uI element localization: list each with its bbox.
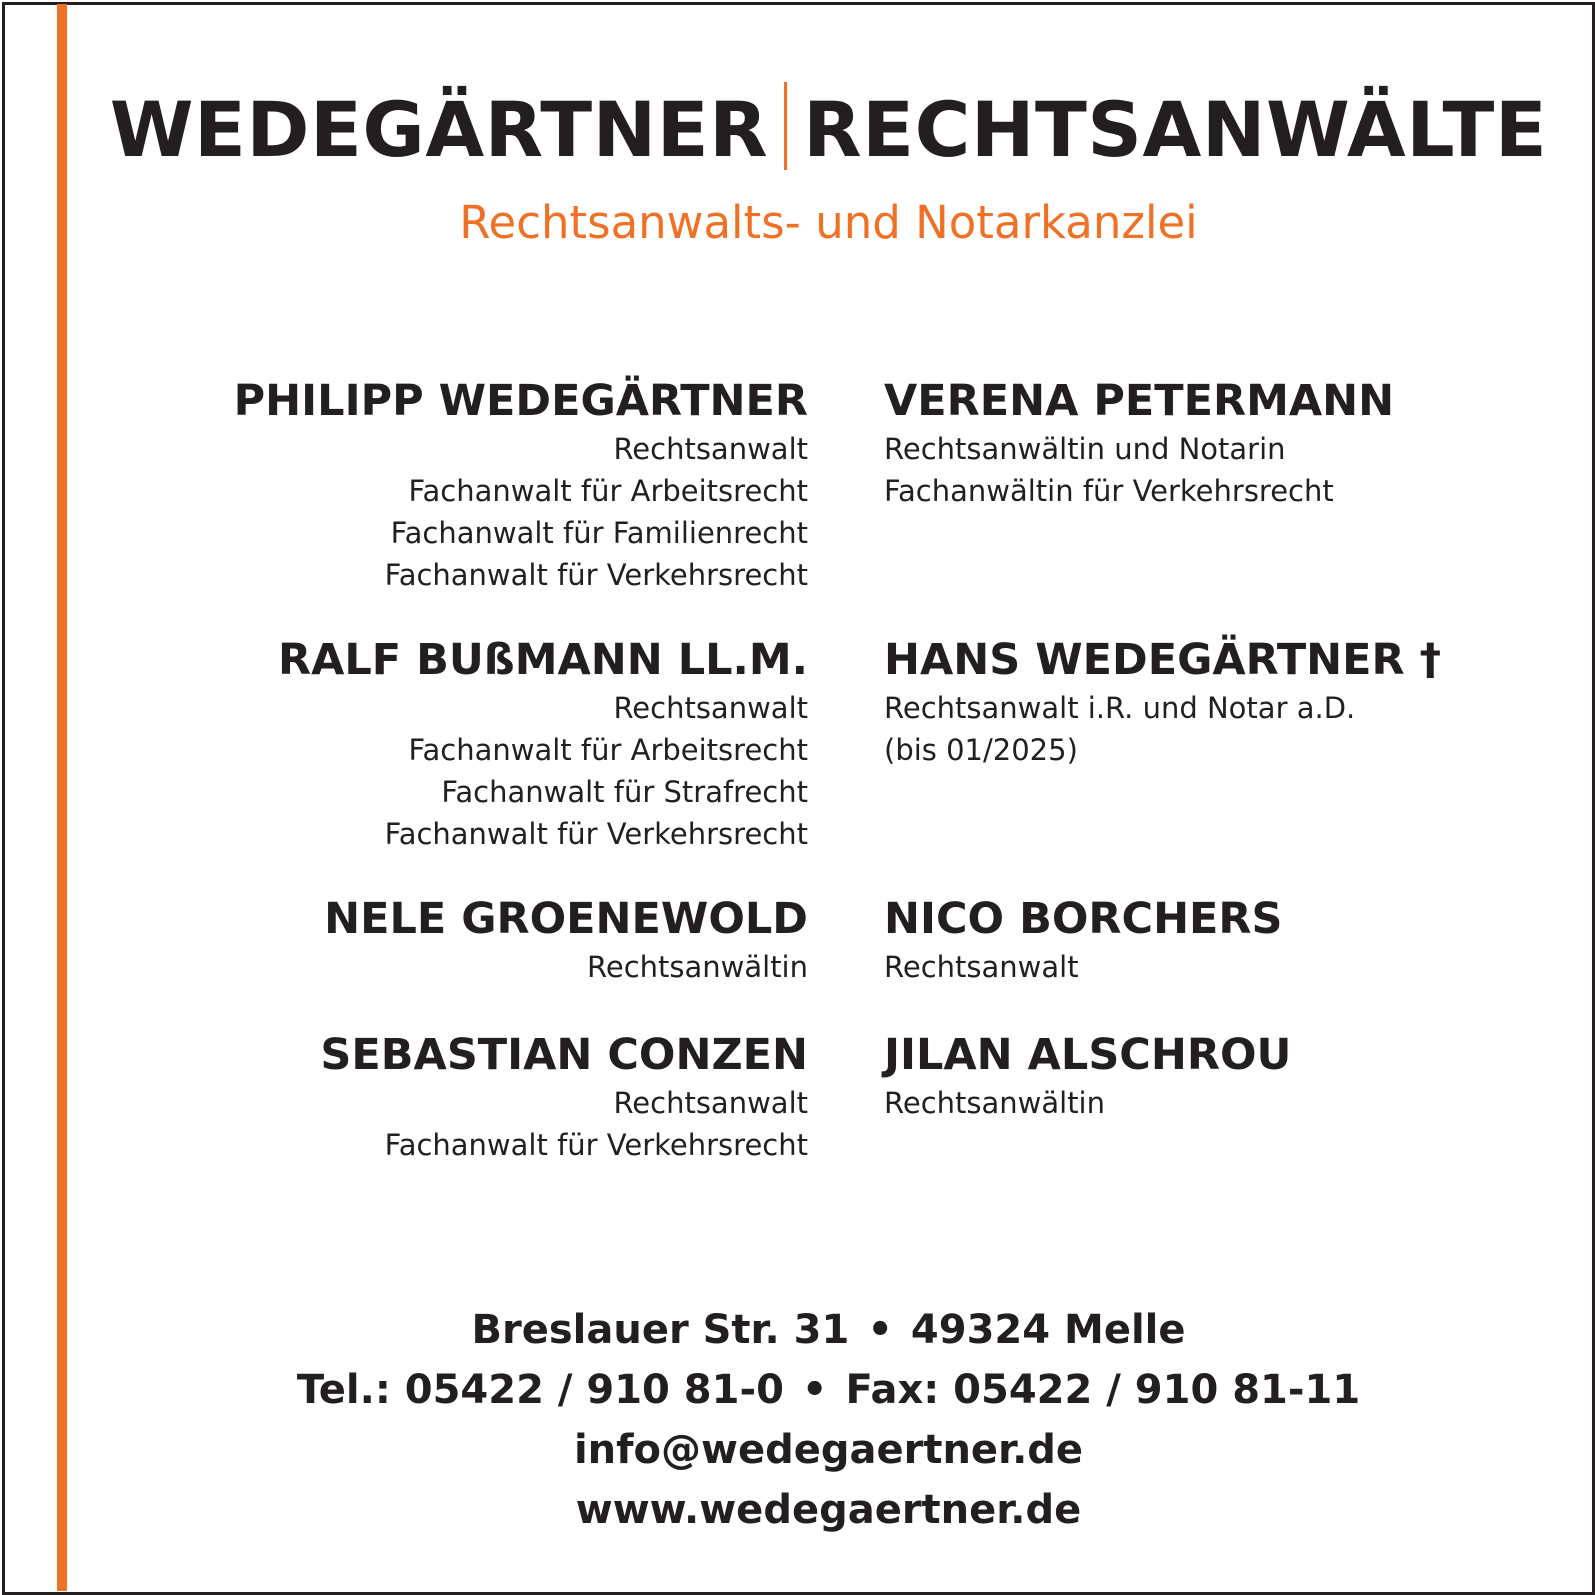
- person-title: Fachanwalt für Arbeitsrecht: [408, 474, 808, 509]
- separator-dot: •: [801, 1367, 828, 1413]
- person-title: Rechtsanwältin: [587, 950, 808, 985]
- email: info@wedegaertner.de: [573, 1427, 1084, 1473]
- person-nico-borchers: [884, 896, 1283, 988]
- person-title: Fachanwalt für Familienrecht: [390, 516, 808, 551]
- person-title: (bis 01/2025): [884, 733, 1078, 768]
- person-title: Fachanwalt für Verkehrsrecht: [384, 817, 808, 852]
- person-jilan-alschrou: [884, 1032, 1291, 1124]
- person-nele-groenewold: [324, 896, 808, 988]
- person-name: SEBASTIAN CONZEN: [320, 1030, 808, 1080]
- person-title: Fachanwalt für Strafrecht: [441, 775, 808, 810]
- person-title: Rechtsanwalt: [613, 691, 808, 726]
- person-name: PHILIPP WEDEGÄRTNER: [233, 376, 808, 426]
- person-name: JILAN ALSCHROU: [884, 1030, 1292, 1080]
- fax-number: Fax: 05422 / 910 81-11: [845, 1367, 1361, 1413]
- phone-number: Tel.: 05422 / 910 81-0: [296, 1367, 784, 1413]
- separator-dot: •: [867, 1307, 893, 1353]
- brand-title: [70, 82, 1587, 174]
- brand-divider: [784, 82, 787, 170]
- brand-name-left: WEDEGÄRTNER: [109, 85, 769, 174]
- person-title: Rechtsanwältin und Notarin: [884, 432, 1286, 467]
- tagline: Rechtsanwalts- und Notarkanzlei: [459, 196, 1198, 249]
- person-hans-wedegaertner: [884, 637, 1441, 771]
- person-title: Rechtsanwältin: [884, 1086, 1105, 1121]
- contact-block: [70, 1300, 1587, 1540]
- person-title: Fachanwalt für Arbeitsrecht: [408, 733, 808, 768]
- person-title: Fachanwältin für Verkehrsrecht: [884, 474, 1334, 509]
- person-title: Rechtsanwalt: [613, 432, 808, 467]
- person-name: NELE GROENEWOLD: [324, 894, 808, 944]
- person-ralf-bussmann: [278, 637, 808, 855]
- accent-bar: [57, 4, 67, 1591]
- address-line: [70, 1300, 1587, 1360]
- city: 49324 Melle: [910, 1307, 1186, 1353]
- person-name: NICO BORCHERS: [884, 894, 1283, 944]
- person-title: Fachanwalt für Verkehrsrecht: [384, 1128, 808, 1163]
- person-philipp-wedegaertner: [234, 378, 808, 596]
- phone-line: [70, 1360, 1587, 1420]
- person-title: Rechtsanwalt: [613, 1086, 808, 1121]
- person-title: Rechtsanwalt: [884, 950, 1079, 985]
- brand-name-right: RECHTSANWÄLTE: [803, 85, 1548, 174]
- person-title: Rechtsanwalt i.R. und Notar a.D.: [884, 691, 1356, 726]
- person-verena-petermann: [884, 378, 1394, 512]
- website: www.wedegaertner.de: [575, 1487, 1082, 1533]
- street: Breslauer Str. 31: [471, 1307, 850, 1353]
- person-name: HANS WEDEGÄRTNER †: [884, 635, 1442, 685]
- person-name: RALF BUßMANN LL.M.: [277, 635, 808, 685]
- person-name: VERENA PETERMANN: [884, 376, 1395, 426]
- person-title: Fachanwalt für Verkehrsrecht: [384, 558, 808, 593]
- person-sebastian-conzen: [320, 1032, 808, 1166]
